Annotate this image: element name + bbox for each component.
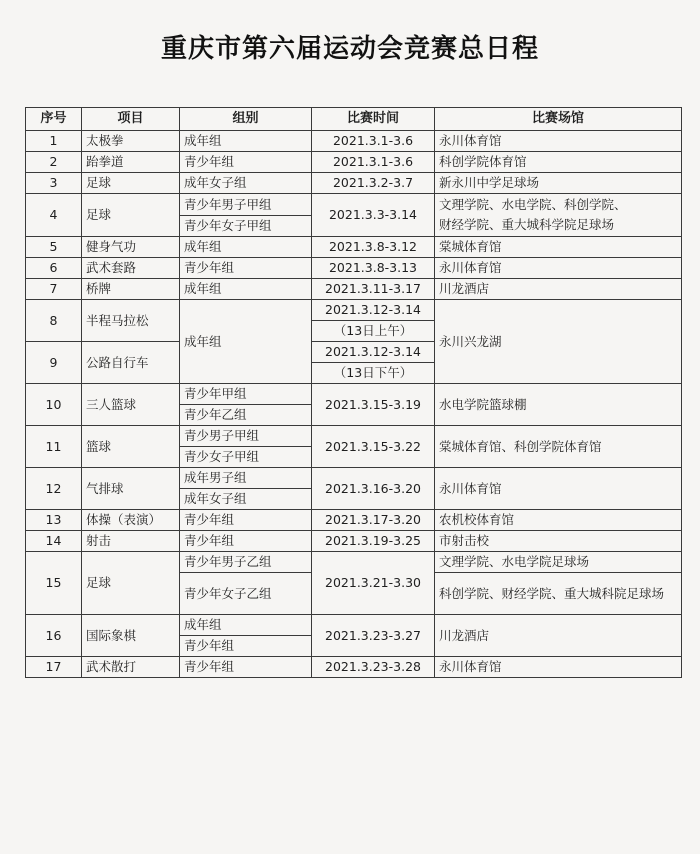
- row-group: 成年女子组: [180, 489, 312, 510]
- row-time: 2021.3.1-3.6: [312, 131, 435, 152]
- document-title: 重庆市第六届运动会竞赛总日程: [160, 34, 539, 64]
- row-venue: 新永川中学足球场: [435, 173, 682, 194]
- row-number: 13: [26, 510, 82, 531]
- row-venue: 水电学院篮球棚: [435, 384, 682, 426]
- row-time-note: （13日上午）: [312, 321, 435, 342]
- row-number: 17: [26, 657, 82, 678]
- row-group: 青少年男子乙组: [180, 552, 312, 573]
- header-group: 组别: [180, 108, 312, 131]
- schedule-table: [25, 107, 682, 678]
- row-time: 2021.3.16-3.20: [312, 468, 435, 510]
- row-time: 2021.3.23-3.27: [312, 615, 435, 657]
- row-group: 青少年甲组: [180, 384, 312, 405]
- row-group: 青少男子甲组: [180, 426, 312, 447]
- row-time: 2021.3.12-3.14: [312, 342, 435, 363]
- row-venue: 农机校体育馆: [435, 510, 682, 531]
- table-row: [26, 258, 682, 279]
- row-event: 太极拳: [82, 131, 180, 152]
- row-event: 体操（表演）: [82, 510, 180, 531]
- table-row: [26, 531, 682, 552]
- row-group: 青少年组: [180, 531, 312, 552]
- row-event: 桥牌: [82, 279, 180, 300]
- row-group: 青少年乙组: [180, 405, 312, 426]
- row-venue: 市射击校: [435, 531, 682, 552]
- row-group: 青少女子甲组: [180, 447, 312, 468]
- table-row: [26, 300, 682, 321]
- table-row: [26, 237, 682, 258]
- header-event: 项目: [82, 108, 180, 131]
- row-time: 2021.3.8-3.13: [312, 258, 435, 279]
- row-group: 成年组: [180, 279, 312, 300]
- table-row: [26, 384, 682, 405]
- row-venue: 永川体育馆: [435, 468, 682, 510]
- row-time: 2021.3.8-3.12: [312, 237, 435, 258]
- row-venue: 永川兴龙湖: [435, 300, 682, 384]
- row-time: 2021.3.11-3.17: [312, 279, 435, 300]
- row-venue: 棠城体育馆: [435, 237, 682, 258]
- row-number: 2: [26, 152, 82, 173]
- table-row: [26, 152, 682, 173]
- row-event: 气排球: [82, 468, 180, 510]
- row-event: 足球: [82, 194, 180, 237]
- header-number: 序号: [26, 108, 82, 131]
- row-event: 健身气功: [82, 237, 180, 258]
- table-row: [26, 510, 682, 531]
- row-event: 篮球: [82, 426, 180, 468]
- row-event: 半程马拉松: [82, 300, 180, 342]
- row-event: 武术散打: [82, 657, 180, 678]
- row-group: 成年组: [180, 237, 312, 258]
- row-venue: 川龙酒店: [435, 279, 682, 300]
- venue-line: 文理学院、水电学院、科创学院、: [439, 197, 627, 212]
- row-time: 2021.3.3-3.14: [312, 194, 435, 237]
- row-venue: [435, 194, 682, 237]
- row-time: 2021.3.17-3.20: [312, 510, 435, 531]
- row-number: 8: [26, 300, 82, 342]
- row-number: 6: [26, 258, 82, 279]
- row-group: 青少年组: [180, 510, 312, 531]
- row-venue: 永川体育馆: [435, 657, 682, 678]
- row-venue: 科创学院、财经学院、重大城科院足球场: [435, 573, 682, 615]
- row-time: 2021.3.2-3.7: [312, 173, 435, 194]
- table-header-row: [26, 108, 682, 131]
- row-time: 2021.3.15-3.19: [312, 384, 435, 426]
- row-number: 1: [26, 131, 82, 152]
- row-group: 成年组: [180, 131, 312, 152]
- table-row: [26, 468, 682, 489]
- row-group: 青少年组: [180, 636, 312, 657]
- row-time: 2021.3.12-3.14: [312, 300, 435, 321]
- row-number: 15: [26, 552, 82, 615]
- row-group: 成年男子组: [180, 468, 312, 489]
- row-event: 足球: [82, 173, 180, 194]
- row-event: 跆拳道: [82, 152, 180, 173]
- row-group: 青少年组: [180, 258, 312, 279]
- table-row: [26, 194, 682, 216]
- row-event: 足球: [82, 552, 180, 615]
- header-venue: 比赛场馆: [435, 108, 682, 131]
- header-time: 比赛时间: [312, 108, 435, 131]
- row-number: 14: [26, 531, 82, 552]
- row-time-note: （13日下午）: [312, 363, 435, 384]
- row-venue: 永川体育馆: [435, 131, 682, 152]
- row-group: 成年女子组: [180, 173, 312, 194]
- row-venue: 永川体育馆: [435, 258, 682, 279]
- row-time: 2021.3.23-3.28: [312, 657, 435, 678]
- row-event: 三人篮球: [82, 384, 180, 426]
- table-row: [26, 173, 682, 194]
- table-row: [26, 615, 682, 636]
- row-time: 2021.3.15-3.22: [312, 426, 435, 468]
- row-group: 青少年男子甲组: [180, 194, 312, 216]
- row-event: 射击: [82, 531, 180, 552]
- row-venue: 川龙酒店: [435, 615, 682, 657]
- row-time: 2021.3.19-3.25: [312, 531, 435, 552]
- row-number: 11: [26, 426, 82, 468]
- row-event: 国际象棋: [82, 615, 180, 657]
- row-group: 青少年女子甲组: [180, 216, 312, 237]
- row-time: 2021.3.1-3.6: [312, 152, 435, 173]
- row-number: 7: [26, 279, 82, 300]
- venue-line: 财经学院、重大城科学院足球场: [439, 217, 615, 232]
- row-group: 成年组: [180, 300, 312, 384]
- row-venue: 文理学院、水电学院足球场: [435, 552, 682, 573]
- table-row: [26, 552, 682, 573]
- row-number: 12: [26, 468, 82, 510]
- row-number: 10: [26, 384, 82, 426]
- table-row: [26, 657, 682, 678]
- row-number: 4: [26, 194, 82, 237]
- table-row: [26, 279, 682, 300]
- row-group: 青少年女子乙组: [180, 573, 312, 615]
- row-event: 武术套路: [82, 258, 180, 279]
- row-venue: 棠城体育馆、科创学院体育馆: [435, 426, 682, 468]
- row-number: 5: [26, 237, 82, 258]
- table-row: [26, 131, 682, 152]
- row-venue: 科创学院体育馆: [435, 152, 682, 173]
- row-time: 2021.3.21-3.30: [312, 552, 435, 615]
- row-group: 青少年组: [180, 152, 312, 173]
- table-row: [26, 426, 682, 447]
- row-number: 16: [26, 615, 82, 657]
- row-group: 成年组: [180, 615, 312, 636]
- row-group: 青少年组: [180, 657, 312, 678]
- row-number: 9: [26, 342, 82, 384]
- row-number: 3: [26, 173, 82, 194]
- row-event: 公路自行车: [82, 342, 180, 384]
